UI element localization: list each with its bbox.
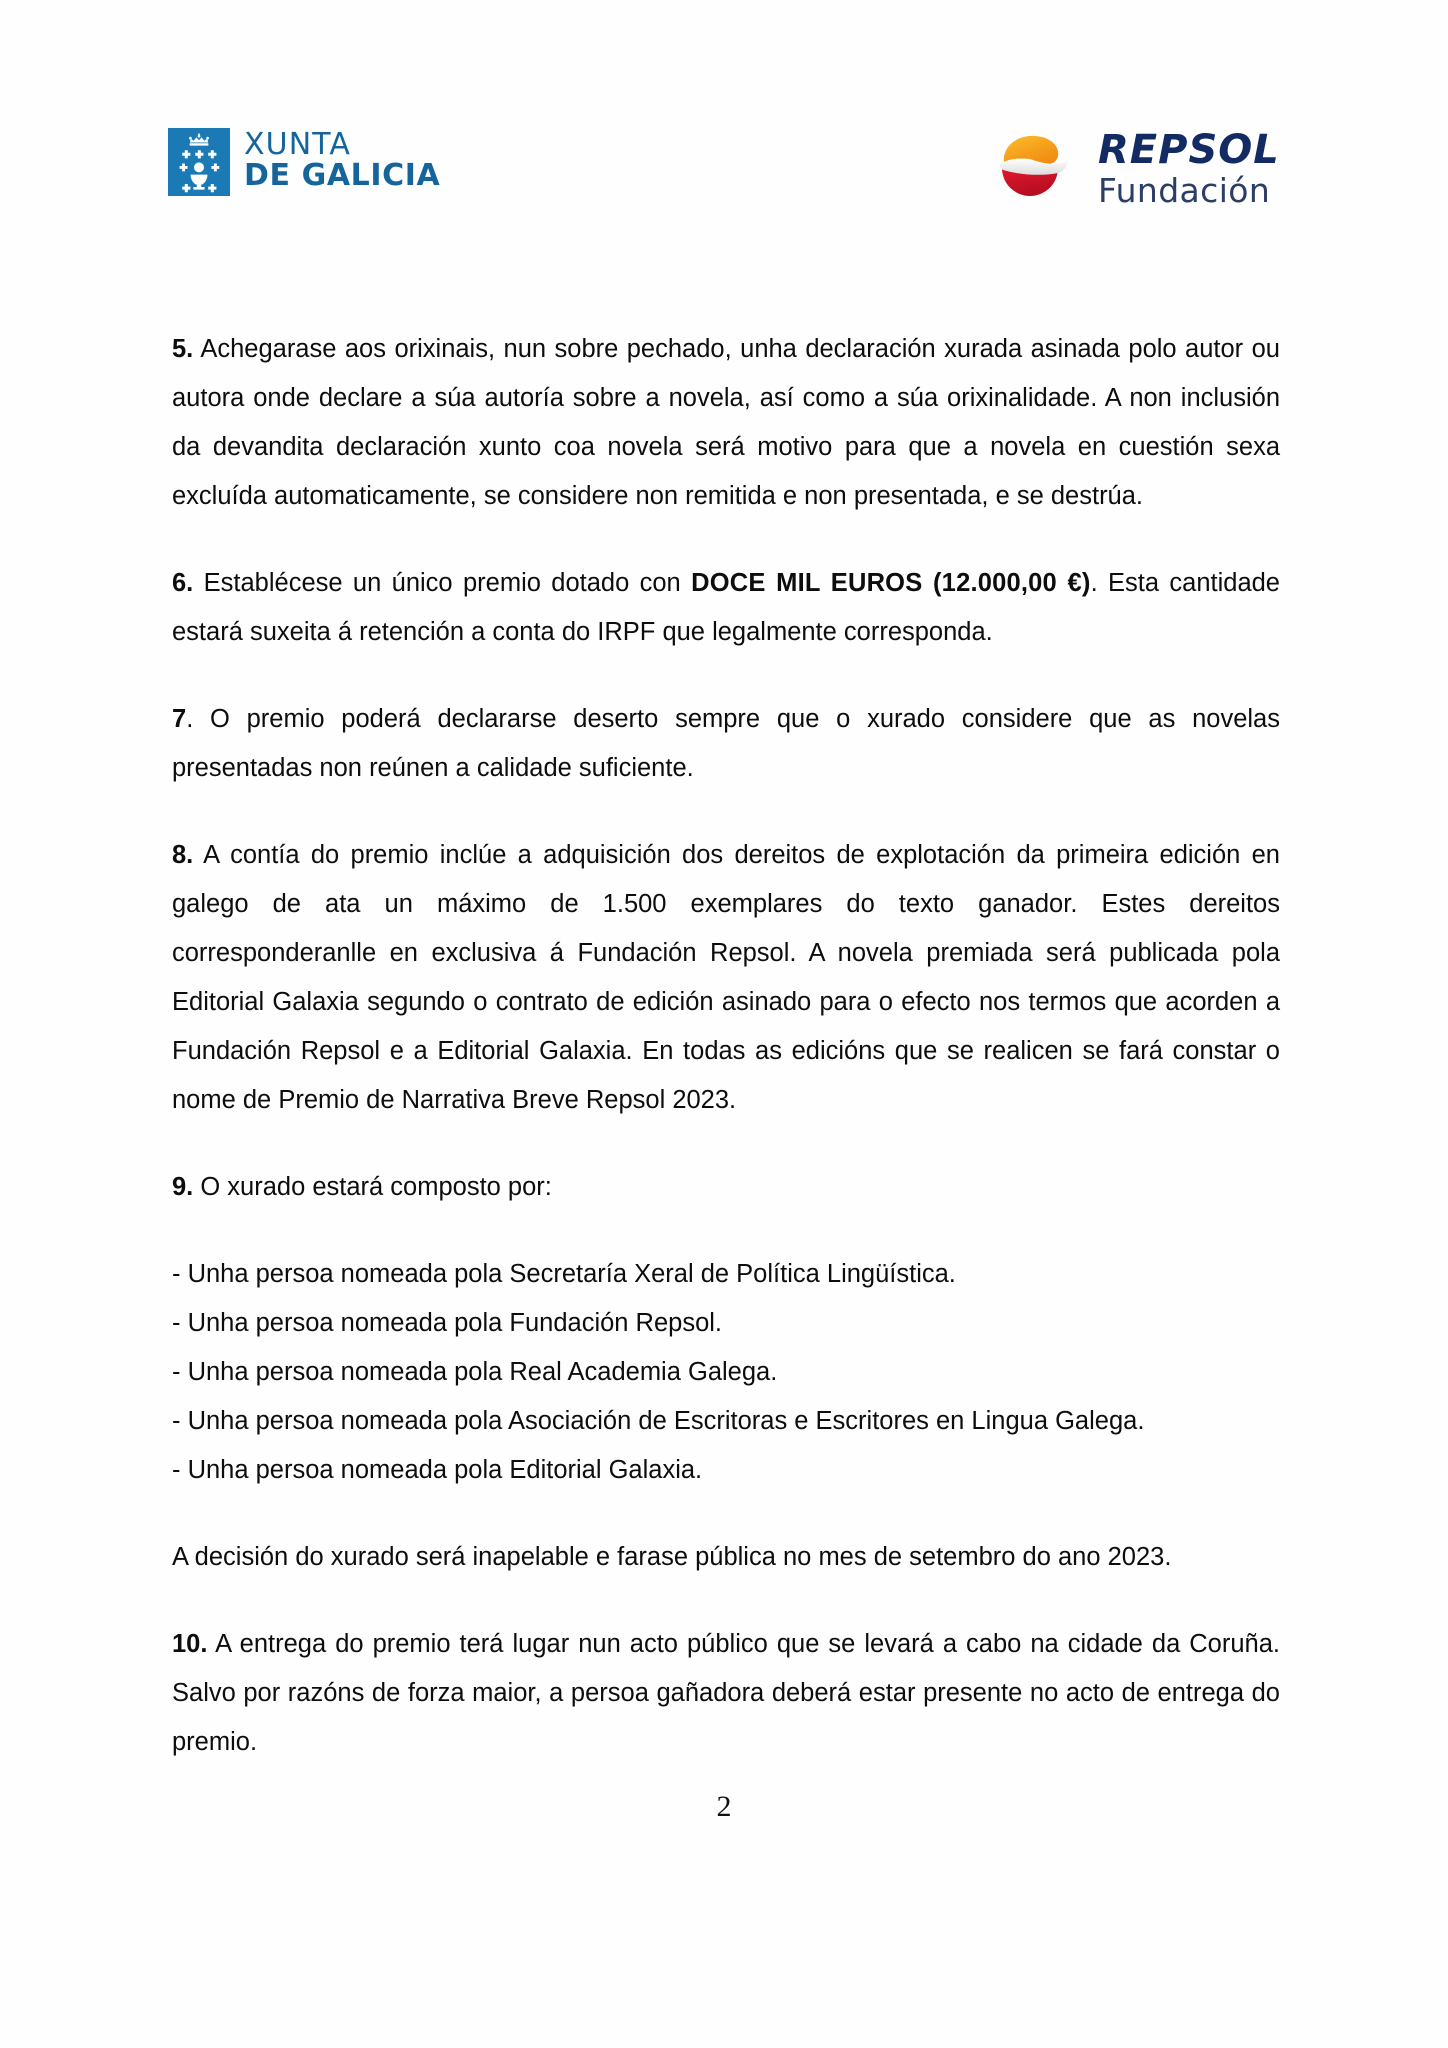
clause-6-number: 6. xyxy=(172,569,194,597)
clause-10-paragraph xyxy=(172,1620,1280,1767)
clause-6-prize-amount: DOCE MIL EUROS (12.000,00 €) xyxy=(691,569,1091,597)
clause-9-text: O xurado estará composto por: xyxy=(193,1173,552,1201)
clause-6-text-after: . Esta cantidade estará suxeita á retención a conta do IRPF que legalmente corresponda. xyxy=(172,569,1280,646)
list-item: - Unha persoa nomeada pola Editorial Galaxia. xyxy=(172,1456,703,1484)
page-number: 2 xyxy=(716,1790,732,1823)
repsol-brand-name: REPSOL xyxy=(1098,127,1280,173)
clause-6-paragraph xyxy=(172,559,1280,657)
repsol-foundation-label: Fundación xyxy=(1098,171,1271,210)
xunta-wordmark xyxy=(244,128,440,191)
xunta-logo-line-1: XUNTA xyxy=(244,127,351,162)
list-item: - Unha persoa nomeada pola Secretaría Xeral de Política Lingüística. xyxy=(172,1260,956,1288)
clause-5-number: 5. xyxy=(172,335,194,363)
clause-7-number: 7 xyxy=(172,705,187,733)
repsol-flame-icon xyxy=(988,126,1080,204)
clause-7-text: . O premio poderá declararse deserto sempre que o xurado considere que as novelas presentadas non reúnen a calidade suficiente. xyxy=(172,705,1280,782)
clause-8-paragraph xyxy=(172,831,1280,1125)
clause-10-number: 10. xyxy=(172,1630,208,1658)
list-item: - Unha persoa nomeada pola Fundación Repsol. xyxy=(172,1309,723,1337)
clause-6-text-before: Establécese un único premio dotado con xyxy=(193,569,692,597)
repsol-fundacion-logo xyxy=(988,126,1280,210)
clause-9-number: 9. xyxy=(172,1173,194,1201)
clause-7-paragraph xyxy=(172,695,1280,793)
jury-decision-note: A decisión do xurado será inapelable e farase pública no mes de setembro do ano 2023. xyxy=(172,1543,1172,1571)
list-item: - Unha persoa nomeada pola Real Academia Galega. xyxy=(172,1358,778,1386)
clause-9-paragraph xyxy=(172,1163,1280,1212)
jury-members-list xyxy=(172,1250,1280,1495)
document-header xyxy=(0,0,1448,250)
repsol-wordmark xyxy=(1098,126,1280,210)
clause-8-number: 8. xyxy=(172,841,194,869)
clause-8-text: A contía do premio inclúe a adquisición dos dereitos de explotación da primeira edición en galego de ata un máximo de 1.500 exemplares do texto ganador. Estes dereitos corresponderanlle en exclusiva á Fundación Repsol. A novela premiada será publicada pola Editorial Galaxia segundo o contrato de edición asinado para o efecto nos termos que acorden a Fundación Repsol e a Editorial Galaxia. En todas as edicións que se realicen se fará constar o nome de Premio de Narrativa Breve Repsol 2023. xyxy=(172,841,1280,1114)
xunta-galicia-coat-of-arms-icon xyxy=(168,128,230,196)
clause-10-text: A entrega do premio terá lugar nun acto público que se levará a cabo na cidade da Coruña. Salvo por razóns de forza maior, a persoa gañadora deberá estar presente no acto de entrega do premio. xyxy=(172,1630,1280,1756)
list-item: - Unha persoa nomeada pola Asociación de Escritoras e Escritores en Lingua Galega. xyxy=(172,1407,1145,1435)
clause-5-paragraph xyxy=(172,325,1280,521)
document-body xyxy=(172,325,1280,1767)
xunta-de-galicia-logo xyxy=(168,128,440,196)
xunta-logo-line-2: DE GALICIA xyxy=(244,157,441,193)
clause-5-text: Achegarase aos orixinais, nun sobre pechado, unha declaración xurada asinada polo autor ou autora onde declare a súa autoría sobre a novela, así como a súa orixinalidade. A non inclusión da devandita declaración xunto coa novela será motivo para que a novela en cuestión sexa excluída automaticamente, se considere non remitida e non presentada, e se destrúa. xyxy=(172,335,1280,510)
